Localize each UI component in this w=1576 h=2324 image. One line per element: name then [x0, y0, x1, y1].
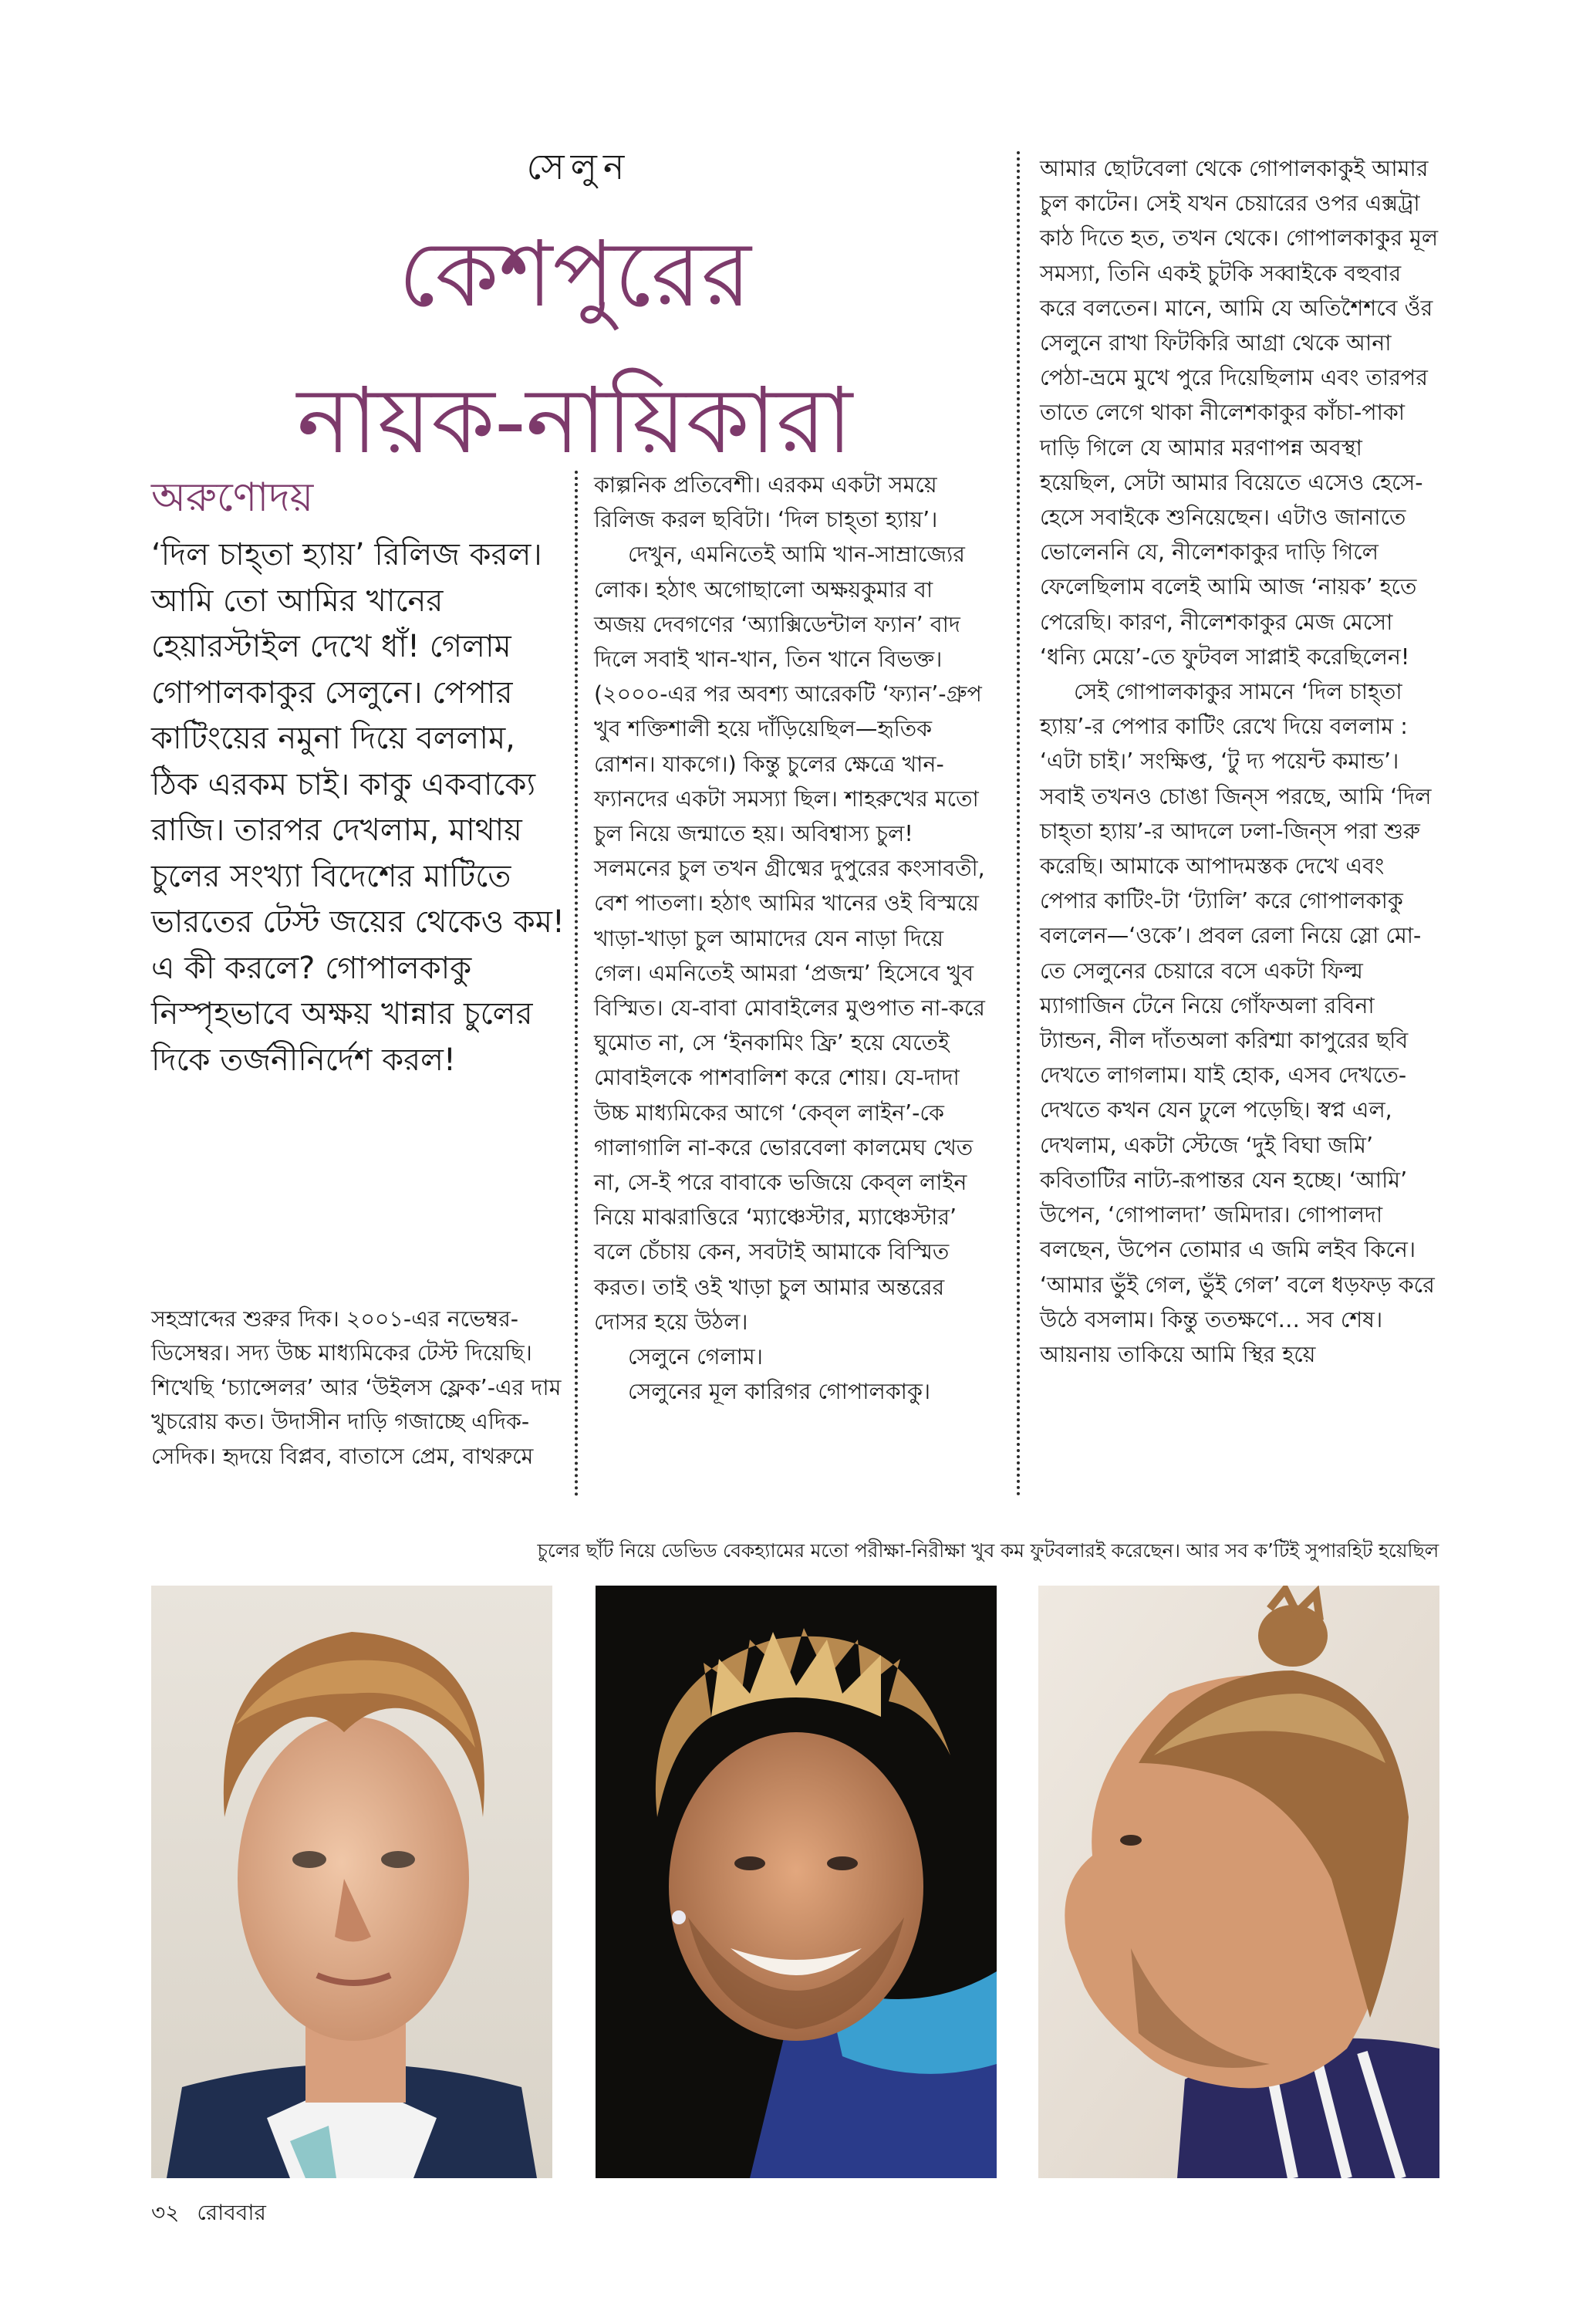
photo-beckham-1: [151, 1586, 552, 2178]
lede-block: [151, 1302, 568, 1474]
headline-line-1: কেশপুরের: [398, 221, 751, 327]
paragraph: সেলুনের মূল কারিগর গোপালকাকু।: [628, 1379, 931, 1405]
portrait-photo-1: [151, 1586, 552, 2178]
column-rule-2: [1017, 151, 1020, 1497]
portrait-photo-2: [596, 1586, 997, 2178]
lede-text: সহস্রাব্দের শুরুর দিক। ২০০১-এর নভেম্বর-ডিসেম্বর। সদ্য উচ্চ মাধ্যমিকের টেস্ট দিয়েছি। শিখেছি ‘চ্যান্সেলর’ আর ‘উইলস ফ্লেক’-এর দাম খুচরোয় কত। উদাসীন দাড়ি গজাচ্ছে এদিক-সেদিক। হৃদয়ে বিপ্লব, বাতাসে প্রেম, বাথরুমে: [151, 1306, 562, 1469]
section-kicker: সেলুন: [526, 146, 631, 187]
headline: [255, 201, 895, 494]
column-rule-1: [575, 471, 578, 1497]
article-column-2: [594, 468, 987, 1409]
article-column-3: [1040, 151, 1441, 1372]
intro-block: [151, 532, 568, 1083]
byline: অরুণোদয়: [151, 475, 314, 521]
paragraph: আমার ছোটবেলা থেকে গোপালকাকুই আমার চুল কাটেন। সেই যখন চেয়ারের ওপর এক্সট্রা কাঠ দিতে হত, তখন থেকে। গোপালকাকুর মূল সমস্যা, তিনি একই চুটকি সব্বাইকে বহুবার করে বলতেন। মানে, আমি যে অতিশৈশবে ওঁর সেলুনে রাখা ফিটকিরি আগ্রা থেকে আনা পেঠা-ভ্রমে মুখে পুরে দিয়েছিলাম এবং তারপর তাতে লেগে থাকা নীলেশকাকুর কাঁচা-পাকা দাড়ি গিলে যে আমার মরণাপন্ন অবস্থা হয়েছিল, সেটা আমার বিয়েতে এসেও হেসে-হেসে সবাইকে শুনিয়েছেন। এটাও জানাতে ভোলেননি যে, নীলেশকাকুর দাড়ি গিলে ফেলেছিলাম বলেই আমি আজ ‘নায়ক’ হতে পেরেছি। কারণ, নীলেশকাকুর মেজ মেসো ‘ধন্যি মেয়ে’-তে ফুটবল সাপ্লাই করেছিলেন!: [1040, 156, 1439, 670]
page-number: ৩২: [151, 2200, 180, 2225]
photo-beckham-3: [1038, 1586, 1439, 2178]
paragraph: দেখুন, এমনিতেই আমি খান-সাম্রাজ্যের লোক। হঠাৎ অগোছালো অক্ষয়কুমার বা অজয় দেবগণের ‘অ্যাক্সিডেন্টাল ফ্যান’ বাদ দিলে সবাই খান-খান, তিন খানে বিভক্ত। (২০০০-এর পর অবশ্য আরেকটি ‘ফ্যান’-গ্রুপ খুব শক্তিশালী হয়ে দাঁড়িয়েছিল—হৃতিক রোশন। যাকগে।) কিন্তু চুলের ক্ষেত্রে খান-ফ্যানদের একটা সমস্যা ছিল। শাহরুখের মতো চুল নিয়ে জন্মাতে হয়। অবিশ্বাস্য চুল! সলমনের চুল তখন গ্রীষ্মের দুপুরের কংসাবতী, বেশ পাতলা। হঠাৎ আমির খানের ওই বিস্ময়ে খাড়া-খাড়া চুল আমাদের যেন নাড়া দিয়ে গেল। এমনিতেই আমরা ‘প্রজন্ম’ হিসেবে খুব বিস্মিত। যে-বাবা মোবাইলের মুণ্ডপাত না-করে ঘুমোত না, সে ‘ইনকামিং ফ্রি’ হয়ে যেতেই মোবাইলকে পাশবালিশ করে শোয়। যে-দাদা উচ্চ মাধ্যমিকের আগে ‘কেব্‌ল লাইন’-কে গালাগালি না-করে ভোরবেলা কালমেঘ খেত না, সে-ই পরে বাবাকে ভজিয়ে কেব্‌ল লাইন নিয়ে মাঝরাত্তিরে ‘ম্যাঞ্চেস্টার, ম্যাঞ্চেস্টার’ বলে চেঁচায় কেন, সবটাই আমাকে বিস্মিত করত। তাই ওই খাড়া চুল আমার অন্তরের দোসর হয়ে উঠল।: [594, 542, 985, 1335]
photo-beckham-2: [596, 1586, 997, 2178]
paragraph: সেলুনে গেলাম।: [628, 1344, 763, 1370]
headline-line-2: নায়ক-নায়িকারা: [296, 367, 853, 474]
paragraph: কাল্পনিক প্রতিবেশী। এরকম একটা সময়ে রিলিজ করল ছবিটা। ‘দিল চাহ্‌তা হ্যায়’।: [594, 472, 938, 533]
publication-name: রোববার: [197, 2200, 266, 2225]
paragraph: সেই গোপালকাকুর সামনে ‘দিল চাহ্‌তা হ্যায়’-র পেপার কাটিং রেখে দিয়ে বললাম : ‘এটা চাই।’ সংক্ষিপ্ত, ‘টু দ্য পয়েন্ট কমান্ড’। সবাই তখনও চোঙা জিন্‌স পরছে, আমি ‘দিল চাহ্‌তা হ্যায়’-র আদলে ঢলা-জিন্‌স পরা শুরু করেছি। আমাকে আপাদমস্তক দেখে এবং পেপার কাটিং-টা ‘ট্যালি’ করে গোপালকাকু বললেন—‘ওকে’। প্রবল রেলা নিয়ে স্লো মো-তে সেলুনের চেয়ারে বসে একটা ফিল্ম ম্যাগাজিন টেনে নিয়ে গোঁফঅলা রবিনা ট্যান্ডন, নীল দাঁতঅলা করিশ্মা কাপুরের ছবি দেখতে লাগলাম। যাই হোক, এসব দেখতে-দেখতে কখন যেন ঢুলে পড়েছি। স্বপ্ন এল, দেখলাম, একটা স্টেজে ‘দুই বিঘা জমি’ কবিতাটির নাট্য-রূপান্তর যেন হচ্ছে। ‘আমি’ উপেন, ‘গোপালদা’ জমিদার। গোপালদা বলছেন, উপেন তোমার এ জমি লইব কিনে। ‘আমার ভুঁই গেল, ভুঁই গেল’ বলে ধড়ফড় করে উঠে বসলাম। কিন্তু ততক্ষণে… সব শেষ। আয়নায় তাকিয়ে আমি স্থির হয়ে: [1040, 679, 1435, 1367]
page-folio: [151, 2196, 277, 2232]
portrait-photo-3: [1038, 1586, 1439, 2178]
intro-text: ‘দিল চাহ্‌তা হ্যায়’ রিলিজ করল। আমি তো আমির খানের হেয়ারস্টাইল দেখে ধাঁ! গেলাম গোপালকাকুর সেলুনে। পেপার কাটিংয়ের নমুনা দিয়ে বললাম, ঠিক এরকম চাই। কাকু একবাক্যে রাজি। তারপর দেখলাম, মাথায় চুলের সংখ্যা বিদেশের মাটিতে ভারতের টেস্ট জয়ের থেকেও কম! এ কী করলে? গোপালকাকু নিস্পৃহভাবে অক্ষয় খান্নার চুলের দিকে তর্জনীনির্দেশ করল!: [151, 537, 565, 1078]
photo-caption: চুলের ছাঁট নিয়ে ডেভিড বেকহ্যামের মতো পরীক্ষা-নিরীক্ষা খুব কম ফুটবলারই করেছেন। আর সব ক’টিই সুপারহিট হয়েছিল: [537, 1539, 1439, 1562]
